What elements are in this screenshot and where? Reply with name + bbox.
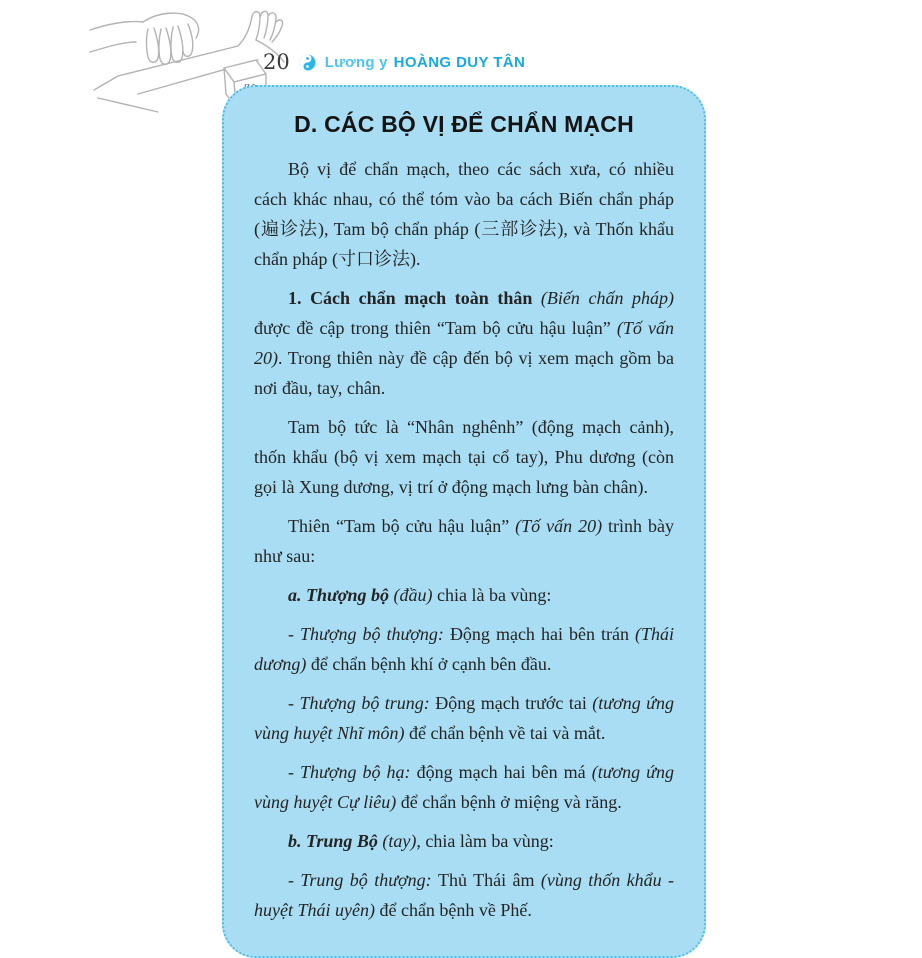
page-header <box>263 50 525 74</box>
paragraph-1: Bộ vị để chẩn mạch, theo các sách xưa, có nhiều cách khác nhau, có thể tóm vào ba cách Biến chẩn pháp (遍诊法), Tam bộ chẩn pháp (三部诊法), và Thốn khẩu chẩn pháp (寸口诊法). <box>254 159 674 269</box>
paragraph-7: - Thượng bộ trung: Động mạch trước tai (tương ứng vùng huyệt Nhĩ môn) để chẩn bệnh về tai và mắt. <box>254 693 674 743</box>
content-panel <box>222 85 706 958</box>
paragraph-9: b. Trung Bộ (tay), chia làm ba vùng: <box>288 831 554 851</box>
paragraph-6: - Thượng bộ thượng: Động mạch hai bên trán (Thái dương) để chẩn bệnh khí ở cạnh bên đầu. <box>254 624 674 674</box>
paragraph-3: Tam bộ tức là “Nhân nghênh” (động mạch cảnh), thốn khẩu (bộ vị xem mạch tại cổ tay), Phu dương (còn gọi là Xung dương, vị trí ở động mạch lưng bàn chân). <box>254 417 674 497</box>
section-title: D. CÁC BỘ VỊ ĐỂ CHẨN MẠCH <box>294 111 634 137</box>
author-name: HOÀNG DUY TÂN <box>393 53 526 71</box>
paragraph-8: - Thượng bộ hạ: động mạch hai bên má (tương ứng vùng huyệt Cự liêu) để chẩn bệnh ở miệng và răng. <box>254 762 674 812</box>
yin-yang-icon <box>299 54 316 71</box>
author-prefix: Lương y <box>324 53 388 71</box>
paragraph-2: 1. Cách chẩn mạch toàn thân (Biến chấn pháp) được đề cập trong thiên “Tam bộ cửu hậu luận” (Tố vấn 20). Trong thiên này đề cập đến bộ vị xem mạch gồm ba nơi đầu, tay, chân. <box>254 288 674 398</box>
paragraph-10: - Trung bộ thượng: Thủ Thái âm (vùng thốn khẩu - huyệt Thái uyên) để chẩn bệnh về Phế. <box>254 870 674 920</box>
paragraph-5: a. Thượng bộ (đầu) chia là ba vùng: <box>288 585 552 605</box>
paragraph-4: Thiên “Tam bộ cửu hậu luận” (Tố vấn 20) trình bày như sau: <box>254 516 674 566</box>
page-number: 20 <box>263 50 290 74</box>
